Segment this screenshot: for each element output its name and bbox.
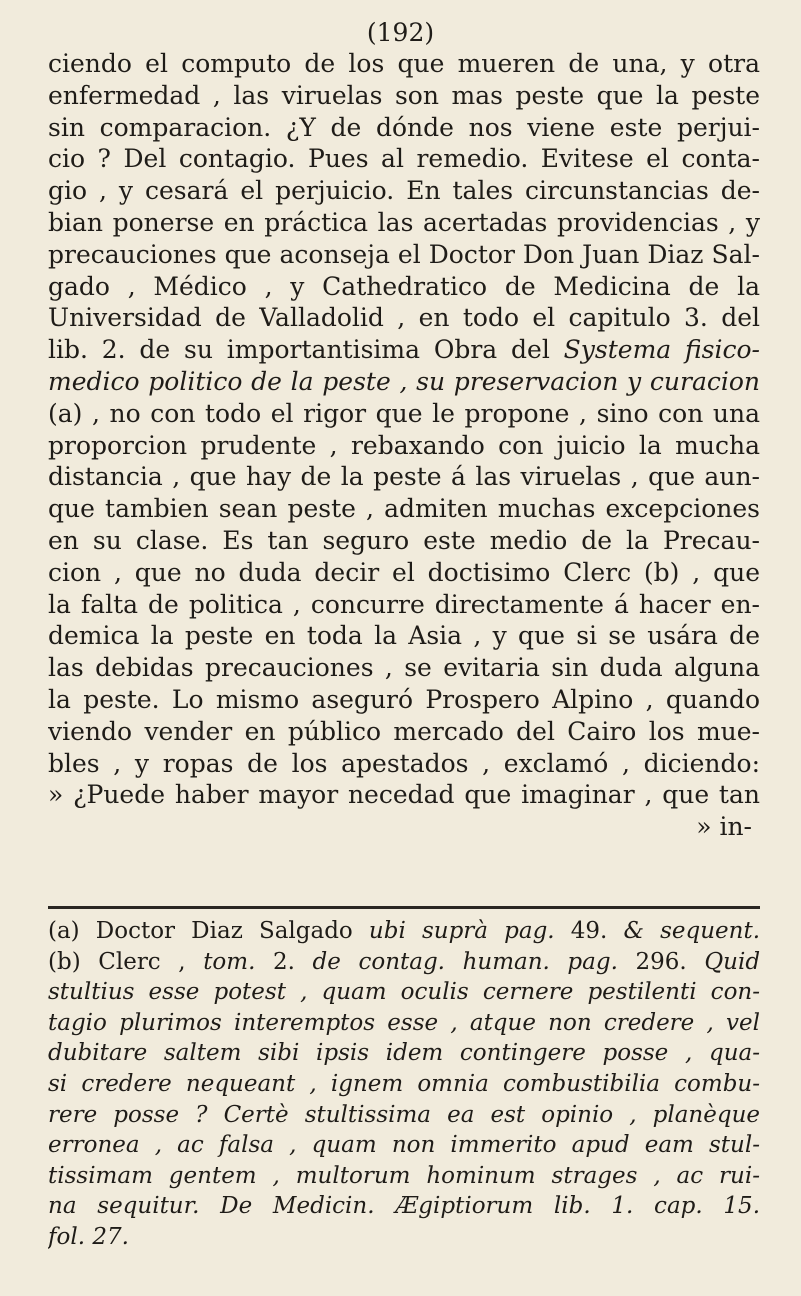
text-line: (a) , no con todo el rigor que le propone , sino con una: [48, 398, 760, 428]
text-line: las debidas precauciones , se evitaria sin duda alguna: [48, 653, 760, 683]
text-line: bian ponerse en práctica las acertadas providencias , y: [48, 207, 760, 237]
book-title-italic-cont: medico politico de la peste , su preservacion y curacion: [48, 366, 760, 396]
text-line: [48, 334, 760, 366]
footnote-line: dubitare saltem sibi ipsis idem contingere posse , qua-: [48, 1040, 760, 1067]
text-line: » ¿Puede haber mayor necedad que imaginar , que tan: [48, 780, 760, 810]
text-line: bles , y ropas de los apestados , exclamó , diciendo:: [48, 748, 760, 778]
text-line: demica la peste en toda la Asia , y que si se usára de: [48, 621, 760, 651]
footnote-line: stultius esse potest , quam oculis cernere pestilenti con-: [48, 979, 760, 1006]
text-line: cion , que no duda decir el doctisimo Clerc (b) , que: [48, 557, 760, 587]
footnote-line: tagio plurimos interemptos esse , atque non credere , vel: [48, 1009, 760, 1036]
text-line-italic: [48, 366, 760, 398]
footnote-line: fol. 27.: [48, 1223, 129, 1250]
text-line: ciendo el computo de los que mueren de una, y otra: [48, 49, 760, 78]
page-number: (192): [366, 18, 435, 47]
footnote-b: (b) Clerc , tom. 2. de contag. human. pag. 296. Quid: [48, 948, 760, 975]
book-title-italic: Systema fisico-: [563, 335, 760, 365]
text-line: cio ? Del contagio. Pues al remedio. Evitese el conta-: [48, 144, 760, 174]
footnote-line: erronea , ac falsa , quam non immerito apud eam stul-: [48, 1132, 760, 1159]
text-line: Universidad de Valladolid , en todo el capitulo 3. del: [48, 303, 760, 333]
footnote-a: (a) Doctor Diaz Salgado ubi suprà pag. 49. & sequent.: [48, 918, 760, 944]
text-line: gio , y cesará el perjuicio. En tales circunstancias de-: [48, 176, 760, 206]
text-line: gado , Médico , y Cathedratico de Medicina de la: [48, 271, 760, 301]
footnote-line: na sequitur. De Medicin. Ægiptiorum lib. 1. cap. 15.: [48, 1193, 760, 1220]
text-line: proporcion prudente , rebaxando con juicio la mucha: [48, 430, 760, 460]
text-line: que tambien sean peste , admiten muchas excepciones: [48, 494, 760, 524]
text-line: viendo vender en público mercado del Cairo los mue-: [48, 716, 760, 746]
text-line: sin comparacion. ¿Y de dónde nos viene este perjui-: [48, 112, 760, 142]
text-line: distancia , que hay de la peste á las viruelas , que aun-: [48, 462, 760, 492]
text-line: la falta de politica , concurre directamente á hacer en-: [48, 589, 760, 619]
main-text: [48, 48, 760, 843]
text-line: enfermedad , las viruelas son mas peste que la peste: [48, 80, 760, 110]
footnotes: [48, 916, 760, 1253]
text-line: precauciones que aconseja el Doctor Don Juan Diaz Sal-: [48, 239, 760, 269]
footnote-line: si credere nequeant , ignem omnia combustibilia combu-: [48, 1070, 760, 1097]
text-line: la peste. Lo mismo aseguró Prospero Alpino , quando: [48, 684, 760, 714]
footnote-divider: [48, 906, 760, 909]
footnote-line: tissimam gentem , multorum hominum strages , ac rui-: [48, 1162, 760, 1189]
catchword: » in-: [696, 812, 752, 842]
footnote-line: rere posse ? Certè stultissima ea est opinio , planèque: [48, 1101, 760, 1128]
text-line: en su clase. Es tan seguro este medio de la Precau-: [48, 525, 760, 555]
text-segment: lib. 2. de su importantisima Obra del: [48, 335, 550, 365]
